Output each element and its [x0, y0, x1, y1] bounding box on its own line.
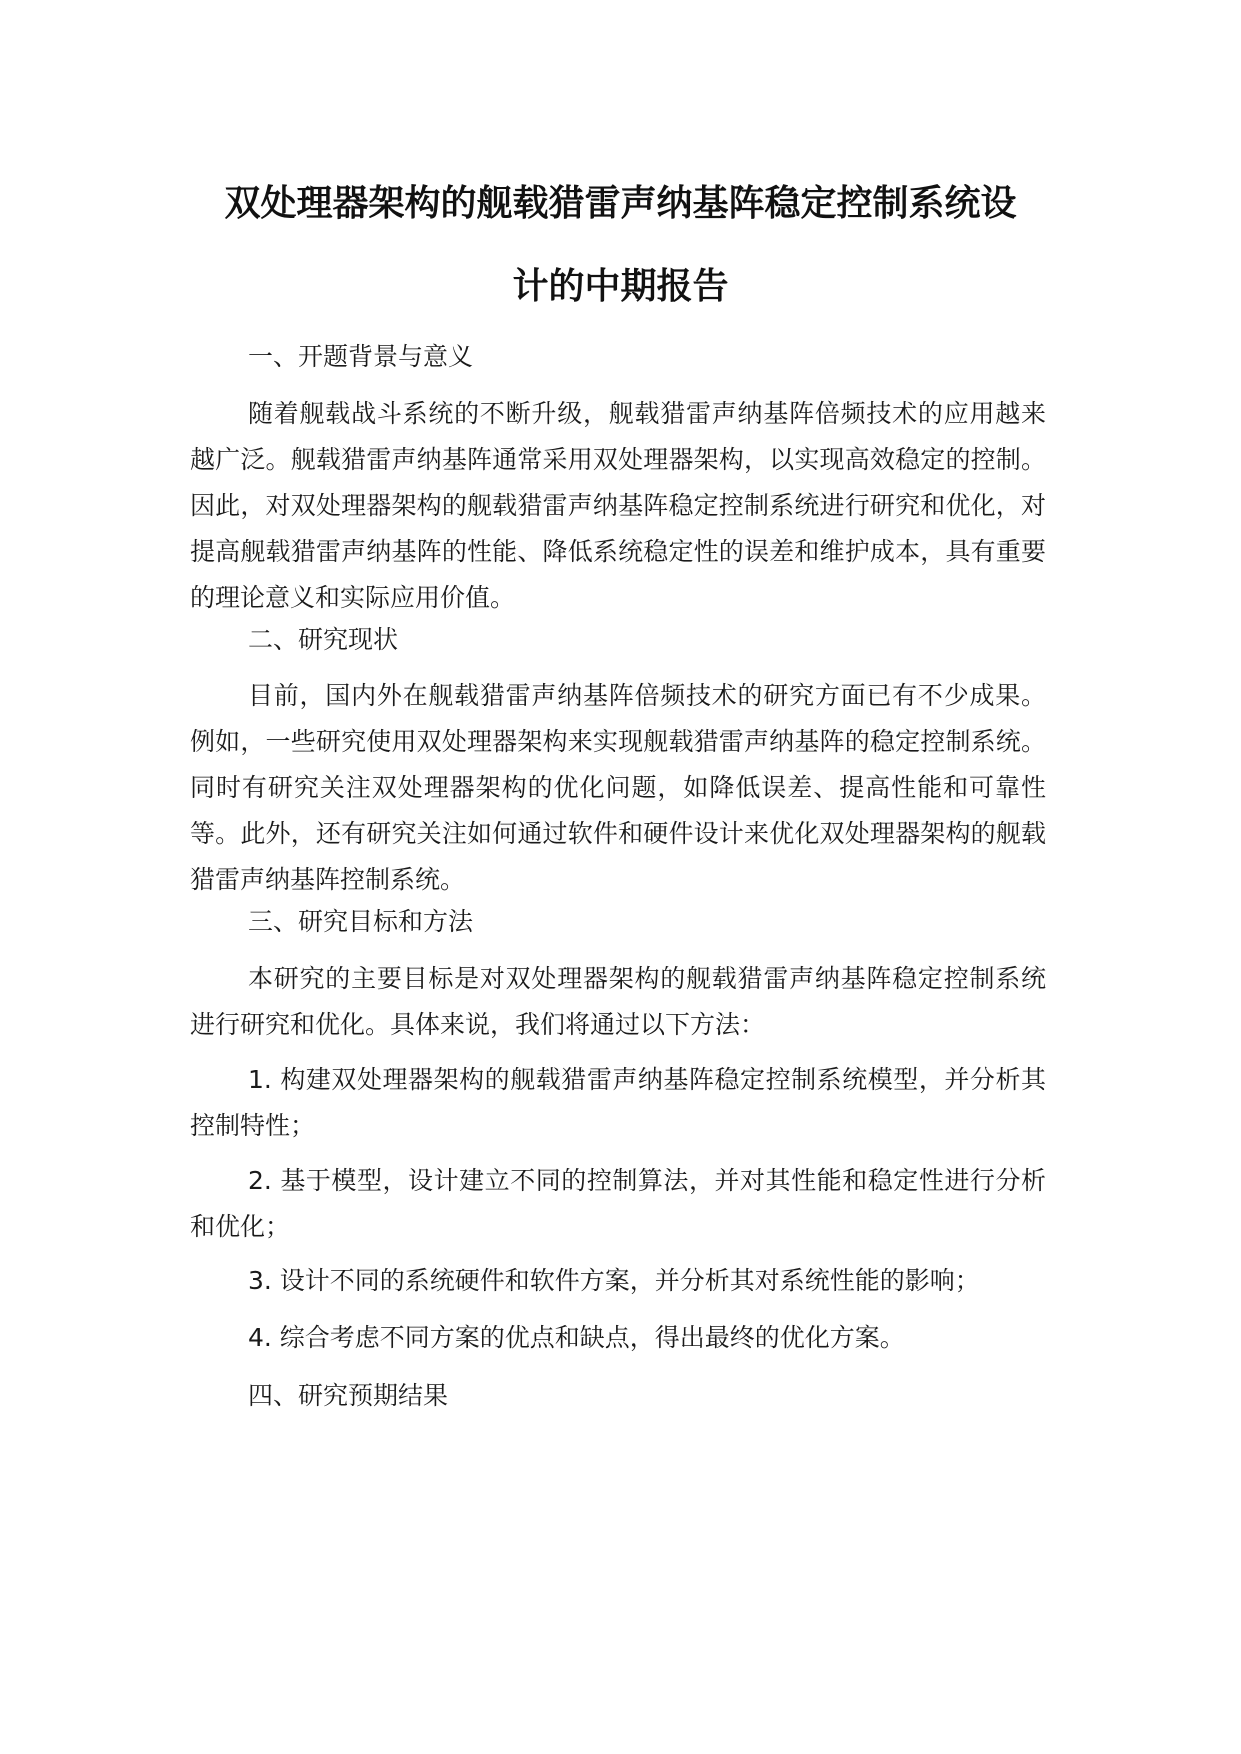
section-1-paragraph: 随着舰载战斗系统的不断升级，舰载猎雷声纳基阵倍频技术的应用越来越广泛。舰载猎雷声纳基阵通常采用双处理器架构，以实现高效稳定的控制。因此，对双处理器架构的舰载猎雷声纳基阵稳定控制系统进行研究和优化，对提高舰载猎雷声纳基阵的性能、降低系统稳定性的误差和维护成本，具有重要的理论意义和实际应用价值。 — [190, 399, 1046, 612]
section-4-heading: 四、研究预期结果 — [248, 1381, 449, 1410]
method-list-item-3: 3. 设计不同的系统硬件和软件方案，并分析其对系统性能的影响； — [248, 1266, 980, 1295]
section-2-paragraph: 目前，国内外在舰载猎雷声纳基阵倍频技术的研究方面已有不少成果。例如，一些研究使用双处理器架构来实现舰载猎雷声纳基阵的稳定控制系统。同时有研究关注双处理器架构的优化问题，如降低误差、提高性能和可靠性等。此外，还有研究关注如何通过软件和硬件设计来优化双处理器架构的舰载猎雷声纳基阵控制系统。 — [190, 681, 1046, 894]
section-2-heading: 二、研究现状 — [248, 625, 399, 654]
section-3-heading: 三、研究目标和方法 — [248, 907, 474, 936]
method-list-item-4: 4. 综合考虑不同方案的优点和缺点，得出最终的优化方案。 — [248, 1323, 905, 1352]
method-list-item-2: 2. 基于模型，设计建立不同的控制算法，并对其性能和稳定性进行分析和优化； — [190, 1166, 1046, 1241]
section-3-paragraph: 本研究的主要目标是对双处理器架构的舰载猎雷声纳基阵稳定控制系统进行研究和优化。具体来说，我们将通过以下方法： — [190, 964, 1046, 1039]
document-title-line-2: 计的中期报告 — [512, 266, 729, 307]
document-title-line-1: 双处理器架构的舰载猎雷声纳基阵稳定控制系统设 — [224, 183, 1017, 224]
method-list-item-1: 1. 构建双处理器架构的舰载猎雷声纳基阵稳定控制系统模型，并分析其控制特性； — [190, 1065, 1046, 1140]
section-1-heading: 一、开题背景与意义 — [248, 342, 474, 371]
